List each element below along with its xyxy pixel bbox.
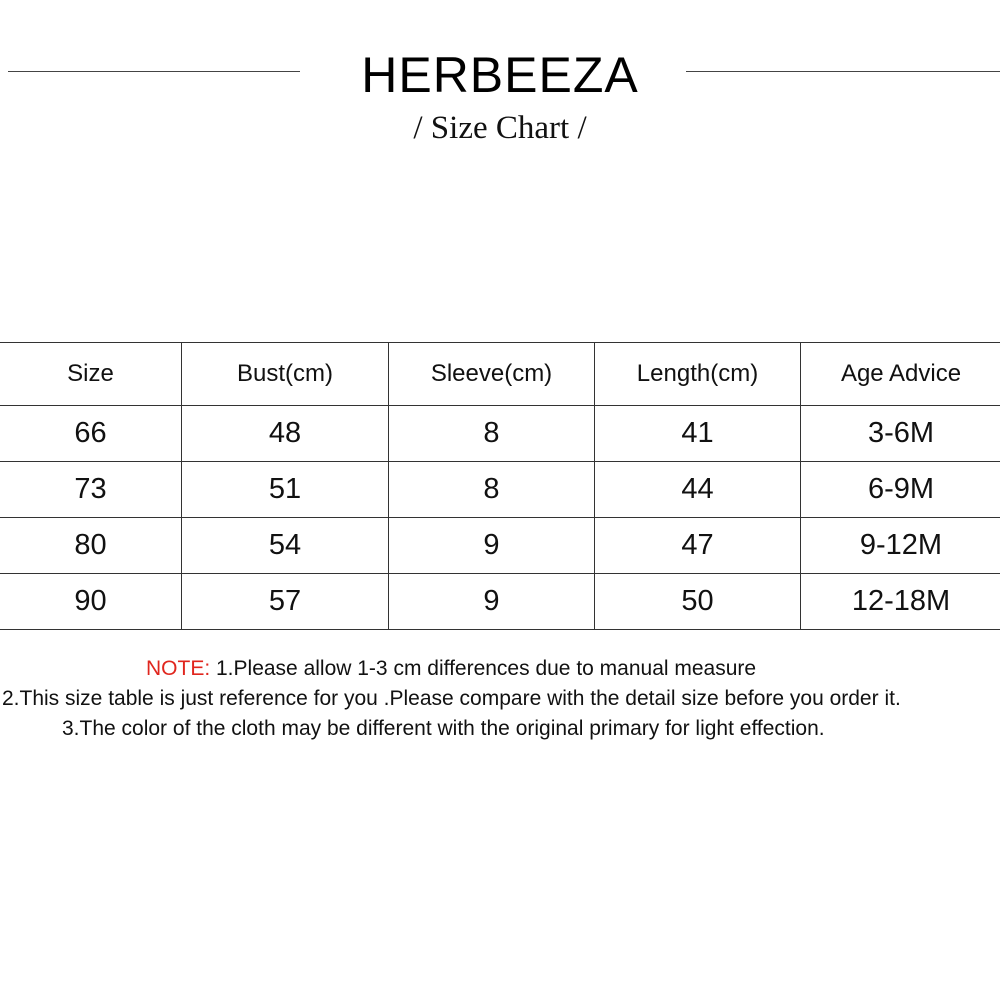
note-line-3: 3.The color of the cloth may be different with the original primary for light effection.: [62, 717, 825, 740]
column-header-age-advice: Age Advice: [801, 343, 1000, 406]
cell-sleeve: 9: [389, 574, 595, 630]
cell-bust: 57: [182, 574, 389, 630]
note-line-1: [146, 654, 756, 684]
column-header-bust: Bust(cm): [182, 343, 389, 406]
cell-sleeve: 9: [389, 518, 595, 574]
cell-size: 90: [0, 574, 182, 630]
cell-bust: 51: [182, 462, 389, 518]
table-row: [0, 518, 1000, 574]
cell-length: 44: [595, 462, 801, 518]
cell-age-advice: 12-18M: [801, 574, 1000, 630]
table-row: [0, 406, 1000, 462]
cell-age-advice: 9-12M: [801, 518, 1000, 574]
size-chart-subtitle: / Size Chart /: [413, 110, 587, 146]
cell-length: 50: [595, 574, 801, 630]
note-text-1: 1.Please allow 1-3 cm differences due to manual measure: [210, 657, 757, 680]
cell-size: 80: [0, 518, 182, 574]
cell-age-advice: 6-9M: [801, 462, 1000, 518]
brand-title: HERBEEZA: [361, 47, 639, 103]
cell-length: 47: [595, 518, 801, 574]
cell-length: 41: [595, 406, 801, 462]
cell-sleeve: 8: [389, 406, 595, 462]
note-line-2: 2.This size table is just reference for you .Please compare with the detail size before you order it.: [2, 687, 901, 710]
note-tag: NOTE:: [146, 657, 211, 680]
column-header-length: Length(cm): [595, 343, 801, 406]
cell-bust: 48: [182, 406, 389, 462]
cell-size: 66: [0, 406, 182, 462]
cell-bust: 54: [182, 518, 389, 574]
cell-sleeve: 8: [389, 462, 595, 518]
table-row: [0, 574, 1000, 630]
column-header-sleeve: Sleeve(cm): [389, 343, 595, 406]
table-row: [0, 462, 1000, 518]
cell-size: 73: [0, 462, 182, 518]
table-header-row: [0, 343, 1000, 406]
column-header-size: Size: [0, 343, 182, 406]
cell-age-advice: 3-6M: [801, 406, 1000, 462]
size-table: [0, 342, 1000, 630]
